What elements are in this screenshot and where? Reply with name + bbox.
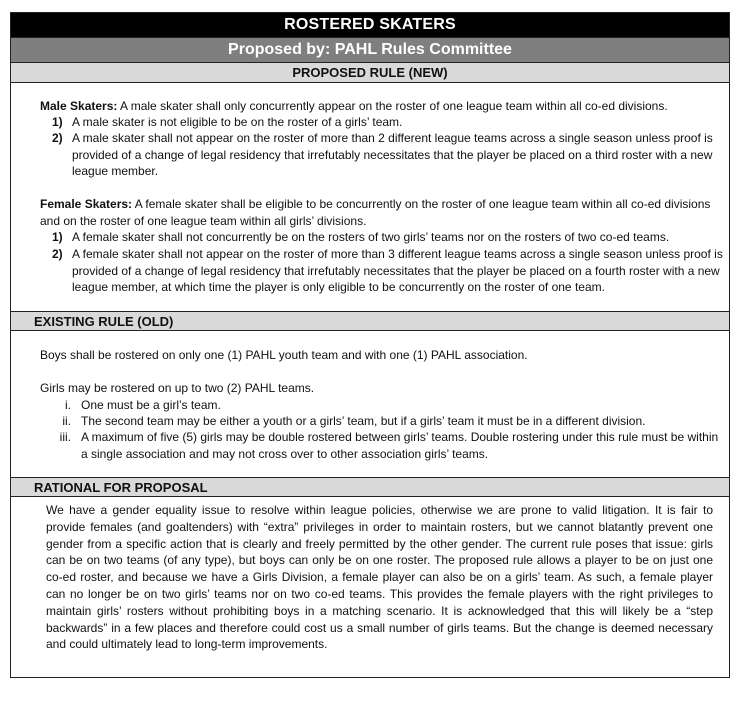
existing-boys-rule: Boys shall be rostered on only one (1) PAHL youth team and with one (1) PAHL association. [40,348,528,362]
female-rule-item-2 [52,246,724,296]
male-skaters-label: Male Skaters: [40,99,118,113]
female-rule-item-number: 2) [52,247,63,261]
female-skaters-intro: A female skater shall be eligible to be concurrently on the roster of one league team within all co-ed divisions and on the roster of one league team within all girls’ divisions. [40,197,711,228]
female-rule-item-1 [52,229,724,246]
existing-rule-item-text: The second team may be either a youth or a girls’ team, but if a girls’ team it must be in a different division. [81,414,646,428]
existing-rule-item-3 [55,429,720,462]
existing-rule-item-text: One must be a girl’s team. [81,398,221,412]
existing-rule-item-2 [55,413,720,430]
male-skaters-intro: A male skater shall only concurrently appear on the roster of one league team within all co-ed divisions. [117,99,668,113]
existing-girls-rule: Girls may be rostered on up to two (2) PAHL teams. [40,381,315,395]
document-title: ROSTERED SKATERS [11,13,729,38]
female-skaters-label: Female Skaters: [40,197,133,211]
existing-rule-item-number: i. [65,398,71,412]
proposed-rule-heading: PROPOSED RULE (NEW) [11,63,729,83]
female-skaters-paragraph [40,196,724,229]
existing-rule-heading: EXISTING RULE (OLD) [11,311,729,331]
female-rule-item-text: A female skater shall not appear on the roster of more than 3 different league teams across a single season unless proof is provided of a change of legal residency that irrefutably necessitates that the player be placed on a fourth roster with a new league member, at which time the player is only eligible to be concurrently on the roster of one team. [72,247,723,294]
existing-rule-item-number: iii. [59,430,71,444]
existing-rule-item-number: ii. [62,414,71,428]
male-rule-item-1 [52,114,724,131]
male-rule-item-number: 2) [52,131,63,145]
proposed-by: Proposed by: PAHL Rules Committee [11,38,729,63]
male-rule-item-text: A male skater is not eligible to be on the roster of a girls’ team. [72,115,403,129]
male-rule-item-text: A male skater shall not appear on the roster of more than 2 different league teams across a single season unless proof is provided of a change of legal residency that irrefutably necessitates that the player be placed on a third roster with a new league member. [72,131,713,178]
female-rule-item-number: 1) [52,230,63,244]
male-rule-item-2 [52,130,724,180]
male-rule-item-number: 1) [52,115,63,129]
rational-text: We have a gender equality issue to resolve within league policies, otherwise we are prone to valid litigation. It is fair to provide females (and goaltenders) with “extra” privileges in order to maintain rosters, but we cannot blatantly prevent one gender from a specific action that is clearly and freely permitted by the other gender. The current rule poses that issue: girls can be on two teams (of any type), but boys can only be on one roster. The proposed rule allows a player to be on just one co-ed roster, and because we have a Girls Division, a female player can also be on a girls’ team. As such, a female player can no longer be on two girls’ teams nor on two co-ed teams. This provides the female players with the right privileges to maintain girls’ rosters without prohibiting boys in a matching scenario. It is acknowledged that this will likely be a “step backwards” in a few places and therefore could cost us a small number of girls teams. But the change is deemed necessary and could ultimately lead to long-term improvements. [46,503,713,652]
existing-rule-item-text: A maximum of five (5) girls may be double rostered between girls’ teams. Double rostering under this rule must be within a single association and may not cross over to other association girls’ teams. [81,430,719,461]
male-skaters-paragraph [40,98,720,115]
female-rule-item-text: A female skater shall not concurrently be on the rosters of two girls’ teams nor on the rosters of two co-ed teams. [72,230,670,244]
rational-heading: RATIONAL FOR PROPOSAL [11,477,729,497]
existing-rule-item-1 [55,397,720,414]
